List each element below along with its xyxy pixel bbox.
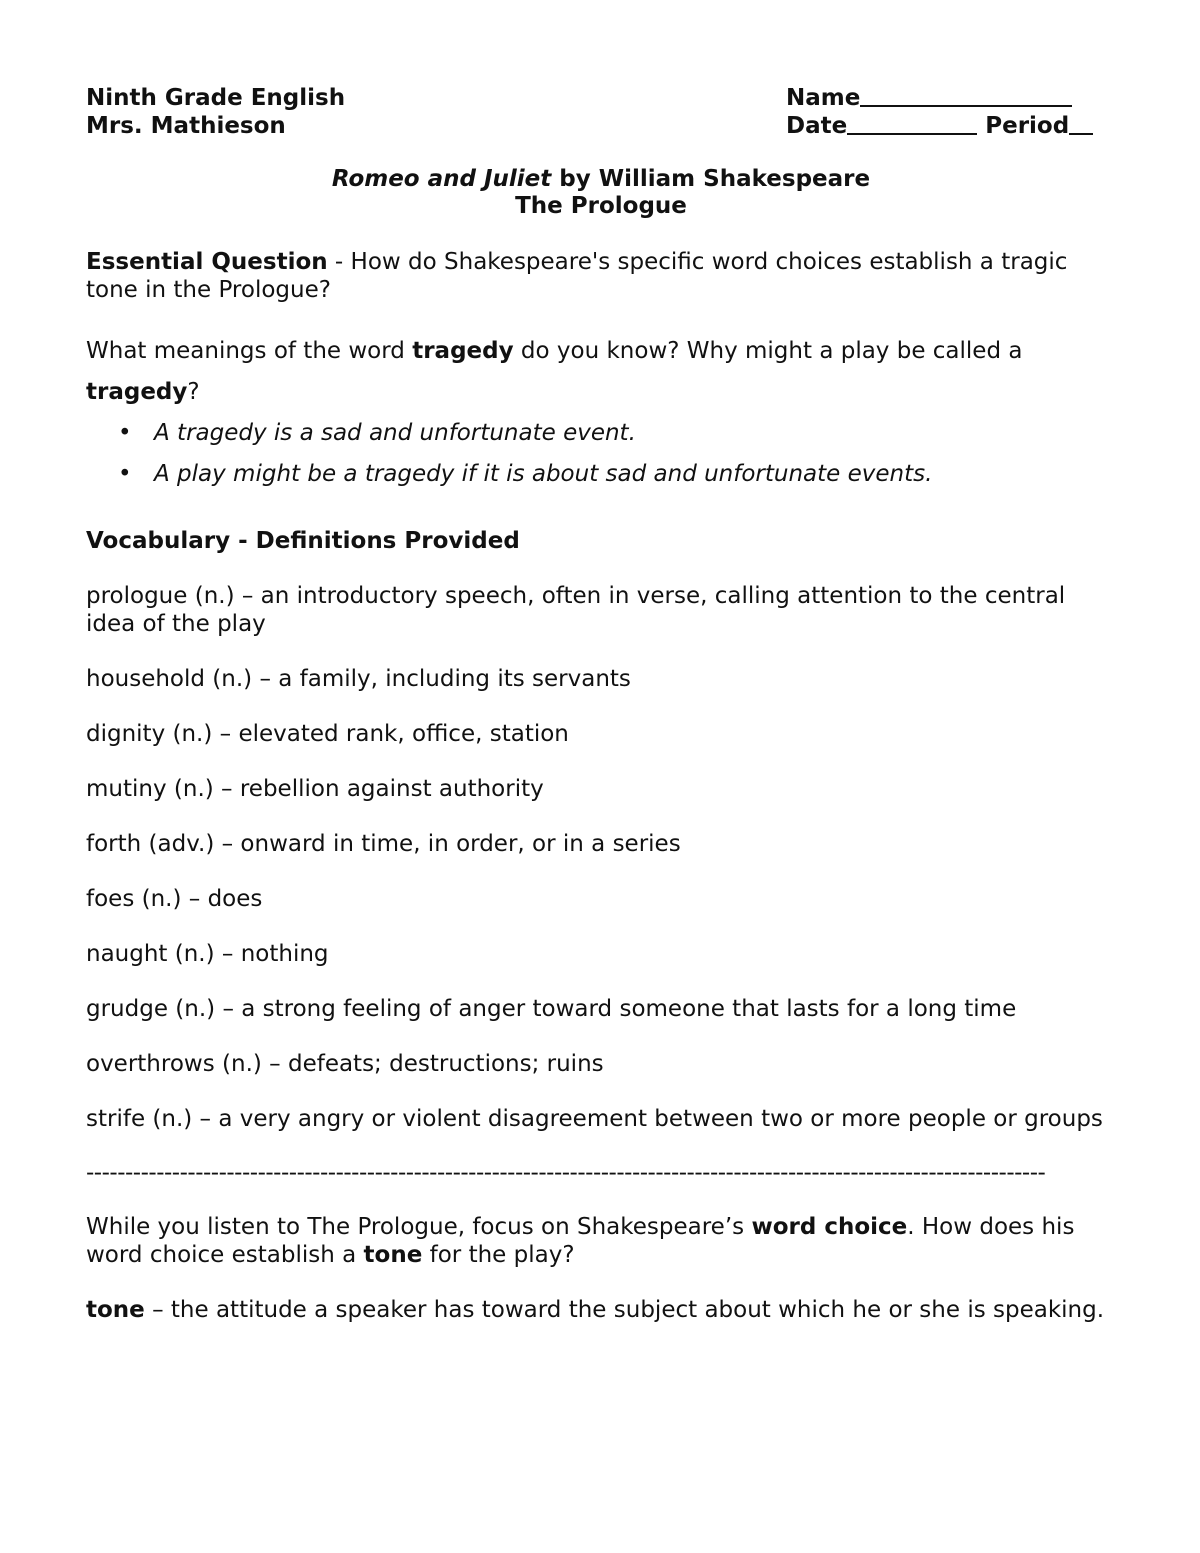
tone-term: tone: [86, 1297, 145, 1323]
vocabulary-item: household (n.) – a family, including its servants: [86, 666, 631, 692]
vocabulary-heading: Vocabulary - Definitions Provided: [86, 528, 520, 554]
period-blank: [1069, 131, 1093, 135]
teacher-name: Mrs. Mathieson: [86, 113, 286, 139]
tone-definition: [86, 1296, 1116, 1324]
name-line: [786, 84, 1093, 112]
tragedy-term: tragedy: [412, 338, 514, 364]
dashed-divider: ---------------------------------------------------------------------------------------------------------------------------: [86, 1160, 1046, 1186]
tragedy-question: [86, 331, 1116, 413]
listening-term: word choice: [751, 1214, 908, 1240]
answer-item: [86, 454, 1116, 495]
vocabulary-item: strife (n.) – a very angry or violent disagreement between two or more people or groups: [86, 1106, 1103, 1132]
listening-text: While you listen to The Prologue, focus on Shakespeare’s: [86, 1214, 752, 1240]
answer-text: A tragedy is a sad and unfortunate event.: [154, 420, 636, 446]
vocabulary-item: grudge (n.) – a strong feeling of anger toward someone that lasts for a long time: [86, 996, 1017, 1022]
essential-question-label: Essential Question: [86, 249, 328, 275]
tragedy-term: tragedy: [86, 379, 188, 405]
listening-prompt: [86, 1213, 1116, 1269]
course-info: [86, 84, 345, 140]
essential-question: [86, 248, 1116, 304]
tone-text: – the attitude a speaker has toward the subject about which he or she is speaking.: [144, 1297, 1105, 1323]
vocabulary-item: dignity (n.) – elevated rank, office, station: [86, 721, 569, 747]
work-title: Romeo and Juliet: [331, 166, 552, 192]
worksheet-header: [86, 84, 1116, 140]
essential-question-text: - How do Shakespeare's specific word choices establish a tragic tone in the Prologue?: [86, 249, 1068, 303]
vocabulary-item: forth (adv.) – onward in time, in order, or in a series: [86, 831, 681, 857]
vocabulary-list: [86, 582, 1116, 1133]
answer-item: [86, 413, 1116, 454]
date-blank: [847, 131, 977, 135]
tragedy-question-text: do you know? Why might a play be called a: [513, 338, 1023, 364]
student-info: [786, 84, 1093, 140]
tragedy-question-text: ?: [187, 379, 200, 405]
name-blank: [860, 103, 1072, 107]
period-label: Period: [985, 113, 1070, 139]
vocabulary-item: naught (n.) – nothing: [86, 941, 329, 967]
answer-text: A play might be a tragedy if it is about sad and unfortunate events.: [154, 461, 933, 487]
vocabulary-item: foes (n.) – does: [86, 886, 263, 912]
vocabulary-item: mutiny (n.) – rebellion against authority: [86, 776, 544, 802]
listening-text: for the play?: [422, 1242, 575, 1268]
answer-list: [86, 413, 1116, 495]
title-line: [86, 166, 1116, 193]
course-name: Ninth Grade English: [86, 85, 346, 111]
worksheet-page: [86, 84, 1116, 1324]
vocabulary-item: overthrows (n.) – defeats; destructions; ruins: [86, 1051, 604, 1077]
date-label: Date: [786, 113, 848, 139]
date-period-line: [786, 112, 1093, 140]
work-author: by William Shakespeare: [551, 166, 871, 192]
bullet-icon: •: [118, 420, 132, 446]
tragedy-question-text: What meanings of the word: [86, 338, 413, 364]
listening-term: tone: [363, 1242, 423, 1268]
vocabulary-item: prologue (n.) – an introductory speech, often in verse, calling attention to the central idea of the play: [86, 583, 1066, 637]
worksheet-title: [86, 166, 1116, 220]
name-label: Name: [786, 85, 861, 111]
section-title: The Prologue: [515, 193, 687, 219]
listening-text: . How does his word choice establish a: [86, 1214, 1075, 1268]
bullet-icon: •: [118, 461, 132, 487]
